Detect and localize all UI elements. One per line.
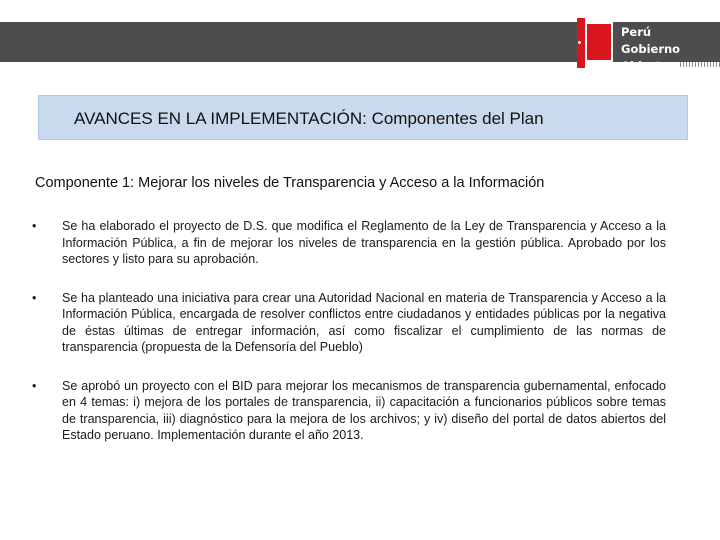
peru-logo-text	[621, 24, 720, 75]
peru-logo-icon	[577, 18, 613, 68]
bullet-list	[32, 218, 666, 466]
bullet-text: Se aprobó un proyecto con el BID para mejorar los mecanismos de transparencia gubernamental, enfocado en 4 temas: i) mejora de los portales de transparencia, ii) capacitación a funcionarios públicos sobre temas de transparencia, iii) diagnóstico para la mejora de los archivos; y iv) diseño del portal de datos abiertos del Estado peruano. Implementación durante el año 2013.	[62, 378, 666, 442]
component-title: Componente 1: Mejorar los niveles de Transparencia y Acceso a la Información	[35, 175, 545, 191]
slide-title: AVANCES EN LA IMPLEMENTACIÓN: Componentes del Plan	[74, 109, 544, 128]
list-item	[32, 290, 666, 356]
logo-line-2: Gobierno Abierto	[621, 42, 681, 73]
list-item	[32, 218, 666, 268]
bullet-text: Se ha elaborado el proyecto de D.S. que modifica el Reglamento de la Ley de Transparencia y Acceso a la Información Pública, a fin de mejorar los niveles de transparencia en la gestión pública. Aprobado por los sectores y listo para su aprobación.	[62, 219, 666, 266]
logo-dot-icon	[578, 41, 581, 44]
bullet-text: Se ha planteado una iniciativa para crear una Autoridad Nacional en materia de Transparencia y Acceso a la Información Pública, encargada de resolver conflictos entre ciudadanos y entidades públicas por la negativa de éstas últimas de entregar información, así como fiscalizar el cumplimiento de las normas de transparencia (propuesta de la Defensoría del Pueblo)	[62, 290, 666, 354]
list-item	[32, 378, 666, 444]
bullet-icon: •	[32, 378, 37, 393]
bullet-icon: •	[32, 290, 37, 305]
bullet-icon: •	[32, 219, 37, 233]
barcode-decoration	[680, 62, 720, 67]
logo-line-1: Perú	[621, 25, 652, 39]
